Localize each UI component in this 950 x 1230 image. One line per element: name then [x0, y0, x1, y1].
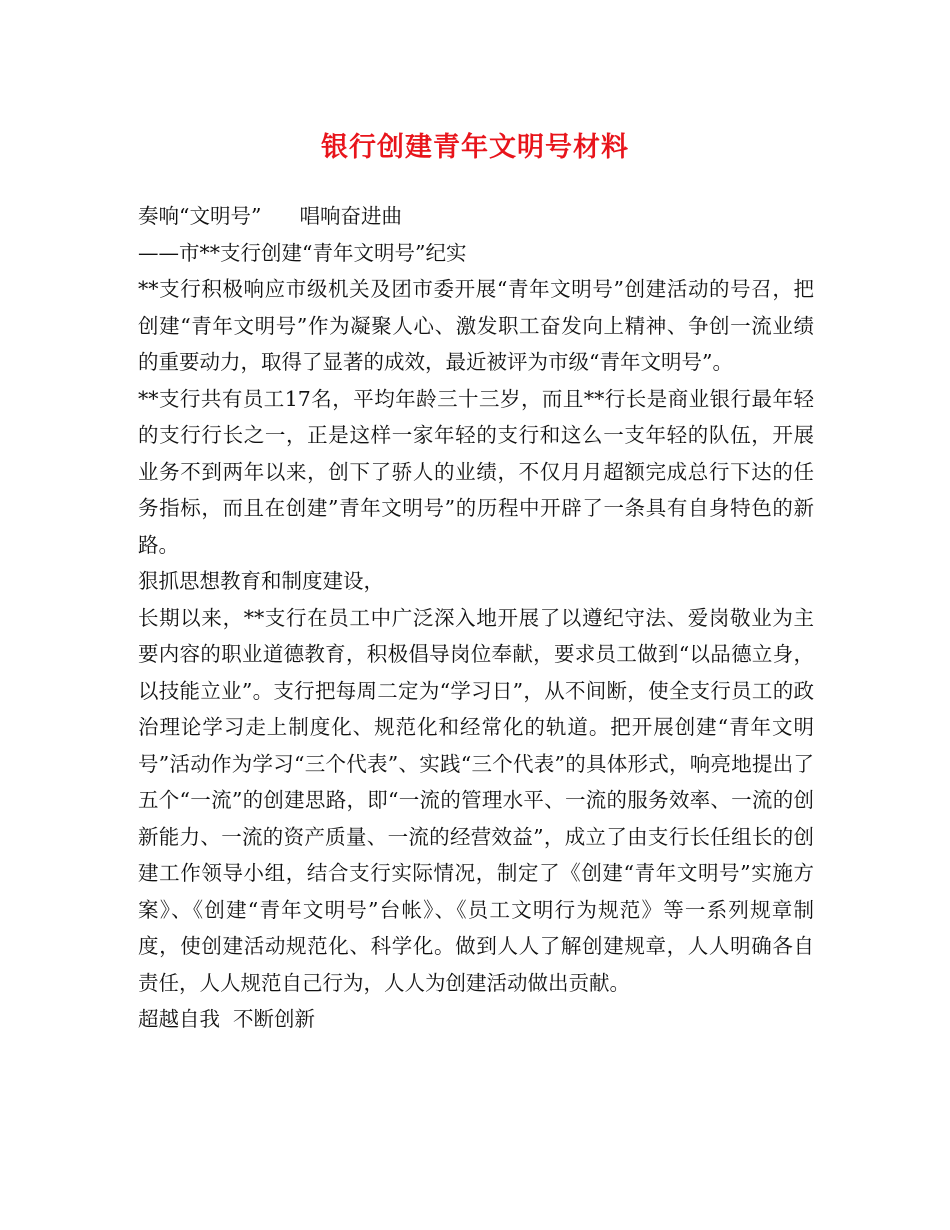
- section-heading-education: 狠抓思想教育和制度建设，: [138, 569, 384, 593]
- paragraph-education: 长期以来，**支行在员工中广泛深入地开展了以遵纪守法、爱岗敬业为主要内容的职业道德教育，积极倡导岗位奉献，要求员工做到“以品德立身，以技能立业”。支行把每周二定为“学习日”，从不间断，使全支行员工的政治理论学习走上制度化、规范化和经常化的轨道。把开展创建“青年文明号”活动作为学习“三个代表”、实践“三个代表”的具体形式，响亮地提出了五个“一流”的创建思路，即“一流的管理水平、一流的服务效率、一流的创新能力、一流的资产质量、一流的经营效益”，成立了由支行长任组长的创建工作领导小组，结合支行实际情况，制定了《创建“青年文明号”实施方案》、《创建“青年文明号”台帐》、《员工文明行为规范》等一系列规章制度，使创建活动规范化、科学化。做到人人了解创建规章，人人明确各自责任，人人规范自己行为，人人为创建活动做出贡献。: [138, 605, 814, 995]
- subtitle-line: [138, 198, 814, 235]
- subtitle-part-1: 奏响“文明号”: [138, 204, 262, 228]
- byline: ——市**支行创建“青年文明号”纪实: [138, 240, 467, 265]
- subtitle-part-2: 唱响奋进曲: [299, 204, 402, 228]
- document-title: 银行创建青年文明号材料: [321, 132, 629, 163]
- paragraph-intro: **支行积极响应市级机关及团市委开展“青年文明号”创建活动的号召，把创建“青年文明号”作为凝聚人心、激发职工奋发向上精神、争创一流业绩的重要动力，取得了显著的成效，最近被评为市级“青年文明号”。: [138, 277, 814, 374]
- section-heading-innovation: 超越自我 不断创新: [138, 1007, 316, 1031]
- paragraph-staff: **支行共有员工17名，平均年龄三十三岁，而且**行长是商业银行最年轻的支行行长之一，正是这样一家年轻的支行和这么一支年轻的队伍，开展业务不到两年以来，创下了骄人的业绩，不仅月月超额完成总行下达的任务指标，而且在创建”青年文明号”的历程中开辟了一条具有自身特色的新路。: [138, 386, 814, 557]
- document-body: [138, 198, 814, 1038]
